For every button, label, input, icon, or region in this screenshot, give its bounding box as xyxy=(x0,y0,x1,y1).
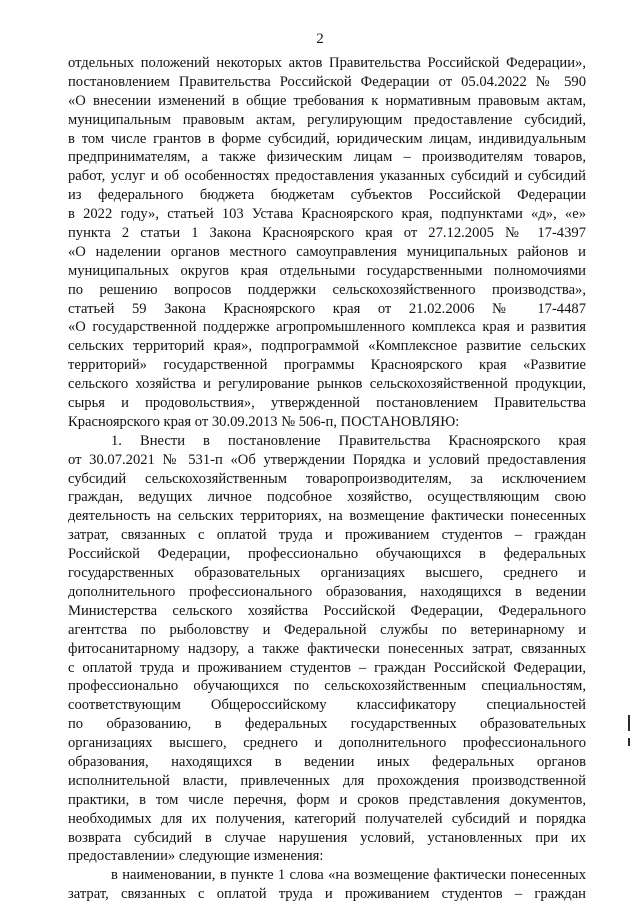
text-line: возврата субсидий в случае нарушения условий, установленных при их xyxy=(68,829,586,846)
text-line: в том числе грантов в форме субсидий, юридическим лицам, индивидуальным xyxy=(68,130,586,147)
text-line: дополнительного профессионального образования, находящихся в ведении xyxy=(68,583,586,600)
scan-edge-mark xyxy=(628,738,630,746)
text-line: с оплатой труда и проживанием студентов – граждан Российской Федерации, xyxy=(68,659,586,676)
text-line: «О наделении органов местного самоуправления муниципальных районов и xyxy=(68,243,586,260)
text-line: «О государственной поддержке агропромышленного комплекса края и развития xyxy=(68,319,586,336)
text-line: работ, услуг и об особенностях предоставления указанных субсидий и субсидий xyxy=(68,168,586,185)
text-line: образования, находящихся в ведении иных федеральных органов xyxy=(68,753,586,770)
text-line: затрат, связанных с оплатой труда и проживанием студентов – граждан xyxy=(68,886,586,903)
text-line: практики, в том числе перечня, форм и сроков представления документов, xyxy=(68,791,586,808)
scan-edge-mark xyxy=(628,715,630,731)
text-line: профессионально обучающихся по сельскохозяйственным специальностям, xyxy=(68,678,586,695)
text-line: Российской Федерации, профессионально обучающихся в федеральных xyxy=(68,546,586,563)
text-line: муниципальных округов края отдельными государственными полномочиями xyxy=(68,262,586,279)
text-line: субсидий сельскохозяйственным товаропроизводителям, за исключением xyxy=(68,470,586,487)
text-line: 1. Внести в постановление Правительства Красноярского края xyxy=(111,432,586,449)
text-line: от 30.07.2021 № 531-п «Об утверждении Порядка и условий предоставления xyxy=(68,451,586,468)
text-line: затрат, связанных с оплатой труда и проживанием студентов – граждан xyxy=(68,527,586,544)
text-line: предоставлении» следующие изменения: xyxy=(68,848,324,865)
text-line: статьей 59 Закона Красноярского края от 21.02.2006 № 17-4487 xyxy=(68,300,586,317)
text-line: организациях высшего, среднего и дополнительного профессионального xyxy=(68,735,586,752)
page-number: 2 xyxy=(316,31,324,47)
text-line: деятельность на сельских территориях, на возмещение фактически понесенных xyxy=(68,508,586,525)
text-line: постановлением Правительства Российской Федерации от 05.04.2022 № 590 xyxy=(68,73,586,90)
text-line: сельского хозяйства и регулирование рынков сельскохозяйственной продукции, xyxy=(68,376,586,393)
text-line: территорий» государственной программы Красноярского края «Развитие xyxy=(68,357,586,374)
text-line: государственных образовательных организациях высшего, среднего и xyxy=(68,565,586,582)
text-line: пункта 2 статьи 1 Закона Красноярского края от 27.12.2005 № 17-4397 xyxy=(68,225,586,242)
text-line: Красноярского края от 30.09.2013 № 506-п, ПОСТАНОВЛЯЮ: xyxy=(68,413,460,430)
text-line: исполнительной власти, привлеченных для прохождения производственной xyxy=(68,772,586,789)
text-line: по образованию, в федеральных государственных образовательных xyxy=(68,716,586,733)
text-line: сырья и продовольствия», утвержденной постановлением Правительства xyxy=(68,395,586,412)
text-line: из федерального бюджета бюджетам субъектов Российской Федерации xyxy=(68,187,586,204)
text-line: Министерства сельского хозяйства Российской Федерации, Федерального xyxy=(68,602,586,619)
text-line: необходимых для их получения, категорий получателей субсидий и порядка xyxy=(68,810,586,827)
text-line: агентства по рыболовству и Федеральной службы по ветеринарному и xyxy=(68,621,586,638)
text-line: фитосанитарному надзору, а также фактически понесенных затрат, связанных xyxy=(68,640,586,657)
text-line: муниципальным правовым актам, регулирующим предоставление субсидий, xyxy=(68,111,586,128)
text-line: в наименовании, в пункте 1 слова «на возмещение фактически понесенных xyxy=(111,867,586,884)
text-line: по решению вопросов поддержки сельскохозяйственного производства», xyxy=(68,281,586,298)
text-line: сельских территорий края», подпрограммой «Комплексное развитие сельских xyxy=(68,338,586,355)
text-line: предпринимателям, а также физическим лицам – производителям товаров, xyxy=(68,149,586,166)
text-line: в 2022 году», статьей 103 Устава Красноярского края, подпунктами «д», «е» xyxy=(68,206,586,223)
document-body xyxy=(68,54,586,904)
text-line: граждан, ведущих личное подсобное хозяйство, осуществляющим свою xyxy=(68,489,586,506)
text-line: отдельных положений некоторых актов Правительства Российской Федерации», xyxy=(68,55,586,71)
text-line: «О внесении изменений в общие требования к нормативным правовым актам, xyxy=(68,92,586,109)
text-line: соответствующим Общероссийскому классификатору специальностей xyxy=(68,697,586,714)
